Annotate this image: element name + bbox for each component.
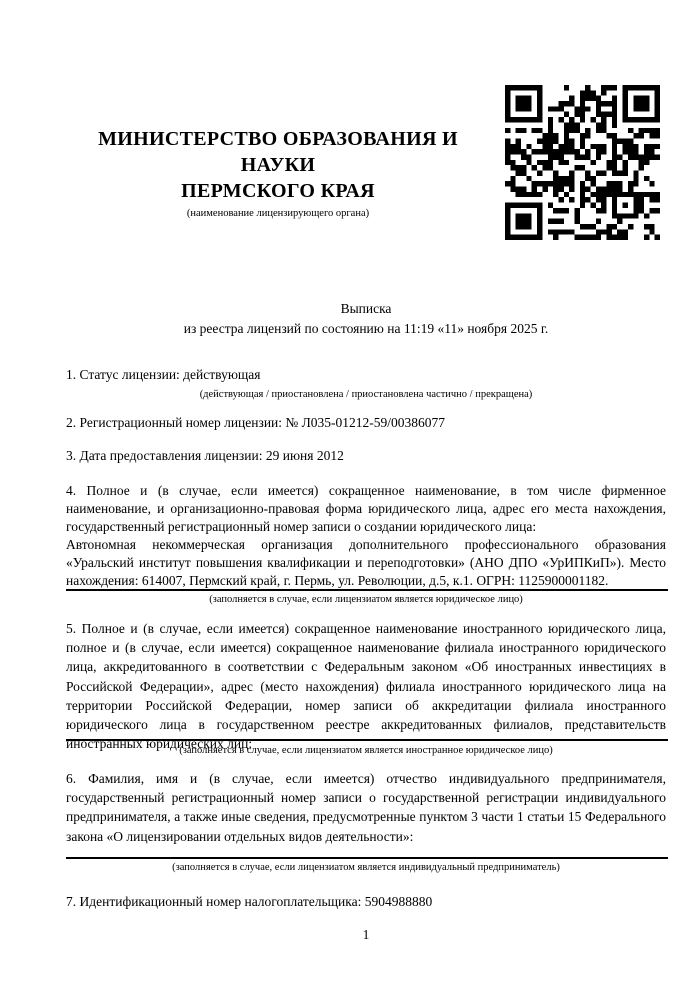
ministry-caption: (наименование лицензирующего органа) <box>186 208 370 219</box>
item-6-individual-entrepreneur: 6. Фамилия, имя и (в случае, если имеется) отчество индивидуального предпринимателя, государственный регистрационный номер записи о государственной регистрации индивидуального предпринимателя, а также иные сведения, предусмотренные пунктом 3 части 1 статьи 15 Федерального закона «О лицензировании отдельных видов деятельности»: <box>66 771 666 844</box>
rule-after-item-5 <box>66 739 668 741</box>
document-title <box>66 299 666 339</box>
rule-after-item-4 <box>66 589 668 591</box>
rule-after-item-6 <box>66 857 668 859</box>
item-4-question: 4. Полное и (в случае, если имеется) сокращенное наименование, в том числе фирменное наименование, и организационно-правовая форма юридического лица, адрес его места нахождения, государственный регистрационный номер записи о создании юридического лица: <box>66 483 666 534</box>
item-5-foreign-entity: 5. Полное и (в случае, если имеется) сокращенное наименование иностранного юридического лица, полное и (в случае, если имеется) сокращенное наименование филиала иностранного юридического лица, аккредитованного в соответствии с Федеральным законом «Об иностранных инвестициях в Российской Федерации», адрес (место нахождения) филиала иностранного юридического лица на территории Российской Федерации, номер записи об аккредитации филиала иностранного юридического лица в государственном реестре аккредитованных филиалов, представительств иностранных юридических лиц: <box>66 621 666 752</box>
item-4-legal-entity <box>66 482 666 590</box>
document-title-line1: Выписка <box>340 301 392 316</box>
licensing-authority-header <box>66 126 490 220</box>
ministry-name-line1: МИНИСТЕРСТВО ОБРАЗОВАНИЯ И НАУКИ <box>98 128 458 176</box>
item-2-registration-number: 2. Регистрационный номер лицензии: № Л035-01212-59/00386077 <box>66 415 446 430</box>
item-4-caption: (заполняется в случае, если лицензиатом является юридическое лицо) <box>209 594 523 605</box>
item-7-taxpayer-id: 7. Идентификационный номер налогоплательщика: 5904988880 <box>66 894 433 909</box>
document-title-line2: из реестра лицензий по состоянию на 11:19 «11» ноября 2025 г. <box>183 321 549 336</box>
ministry-name-line2: ПЕРМСКОГО КРАЯ <box>181 180 375 202</box>
item-5-caption: (заполняется в случае, если лицензиатом является иностранное юридическое лицо) <box>179 745 553 756</box>
qr-code <box>505 85 660 240</box>
item-6-caption: (заполняется в случае, если лицензиатом является индивидуальный предприниматель) <box>172 862 560 873</box>
item-1-license-status: 1. Статус лицензии: действующая <box>66 367 261 382</box>
item-3-grant-date: 3. Дата предоставления лицензии: 29 июня 2012 <box>66 448 344 463</box>
item-1-caption: (действующая / приостановлена / приостановлена частично / прекращена) <box>199 389 533 400</box>
item-4-answer: Автономная некоммерческая организация дополнительного профессионального образования «Уральский институт повышения квалификации и переподготовки» (АНО ДПО «УрИПКиП»). Место нахождения: 614007, Пермский край, г. Пермь, ул. Революции, д.5, к.1. ОГРН: 1125900001182. <box>66 537 666 588</box>
page-number: 1 <box>362 927 370 942</box>
